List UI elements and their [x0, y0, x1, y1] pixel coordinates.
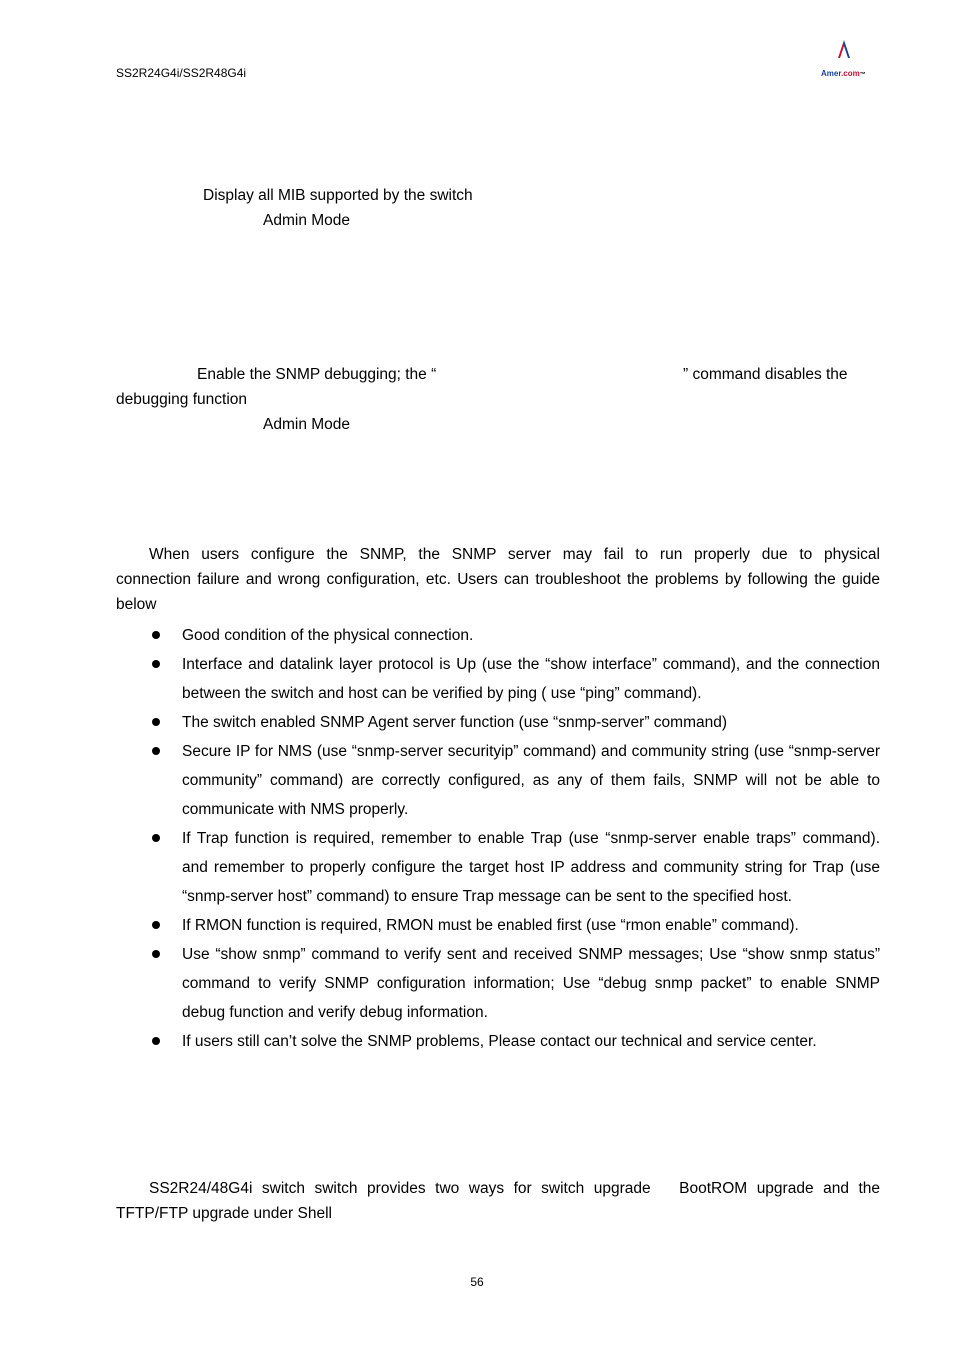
upgrade-intro-line2: TFTP/FTP upgrade under Shell	[116, 1205, 332, 1222]
bullet-icon	[152, 660, 160, 668]
debug-function-part1: Enable the SNMP debugging; the “	[197, 366, 437, 383]
troubleshooting-intro-rest: connection failure and wrong configuration, etc. Users can troubleshoot the problems by following the guide below	[116, 571, 880, 613]
list-item: The switch enabled SNMP Agent server function (use “snmp-server” command)	[116, 708, 880, 737]
bullet-icon	[152, 950, 160, 958]
list-item: Secure IP for NMS (use “snmp-server securityip” command) and community string (use “snmp-server community” command) are correctly configured, as any of them fails, SNMP will not be able to communicate with NMS properly.	[116, 737, 880, 824]
bullet-icon	[152, 747, 160, 755]
debug-command-mode: Admin Mode	[263, 416, 351, 433]
mib-command-mode: Admin Mode	[263, 212, 351, 229]
upgrade-intro	[116, 1176, 880, 1226]
logo-wordmark	[821, 69, 866, 78]
mib-function-description: Display all MIB supported by the switch	[203, 187, 473, 204]
bullet-icon	[152, 718, 160, 726]
header-model-name: SS2R24G4i/SS2R48G4i	[116, 66, 247, 80]
bullet-icon	[152, 1037, 160, 1045]
logo-text-main: Amer	[821, 69, 842, 78]
upgrade-intro-line1: SS2R24/48G4i switch switch provides two ways for switch upgrade BootROM upgrade and the	[149, 1180, 880, 1197]
list-item: Use “show snmp” command to verify sent and received SNMP messages; Use “show snmp status” command to verify SNMP configuration information; Use “debug snmp packet” to enable SNMP debug function and verify debug information.	[116, 940, 880, 1027]
list-item: If Trap function is required, remember to enable Trap (use “snmp-server enable traps” command). and remember to properly configure the target host IP address and community string for Trap (use “snmp-server host” command) to ensure Trap message can be sent to the specified host.	[116, 824, 880, 911]
debug-function-part2: ” command disables the	[683, 366, 848, 383]
page-number: 56	[470, 1275, 484, 1289]
bullet-icon	[152, 834, 160, 842]
logo-trademark: ™	[859, 72, 866, 78]
list-item: Interface and datalink layer protocol is Up (use the “show interface” command), and the connection between the switch and host can be verified by ping ( use “ping” command).	[116, 650, 880, 708]
troubleshooting-intro	[116, 542, 880, 617]
list-item: If RMON function is required, RMON must be enabled first (use “rmon enable” command).	[116, 911, 880, 940]
bullet-icon	[152, 631, 160, 639]
troubleshooting-checklist	[116, 621, 880, 1056]
logo-text-dot: .com	[841, 69, 860, 78]
list-item: Good condition of the physical connection.	[116, 621, 880, 650]
bullet-icon	[152, 921, 160, 929]
list-item: If users still can’t solve the SNMP problems, Please contact our technical and service center.	[116, 1027, 880, 1056]
debug-function-continuation: debugging function	[116, 391, 248, 408]
troubleshooting-intro-line1: When users configure the SNMP, the SNMP server may fail to run properly due to physical	[149, 546, 880, 563]
